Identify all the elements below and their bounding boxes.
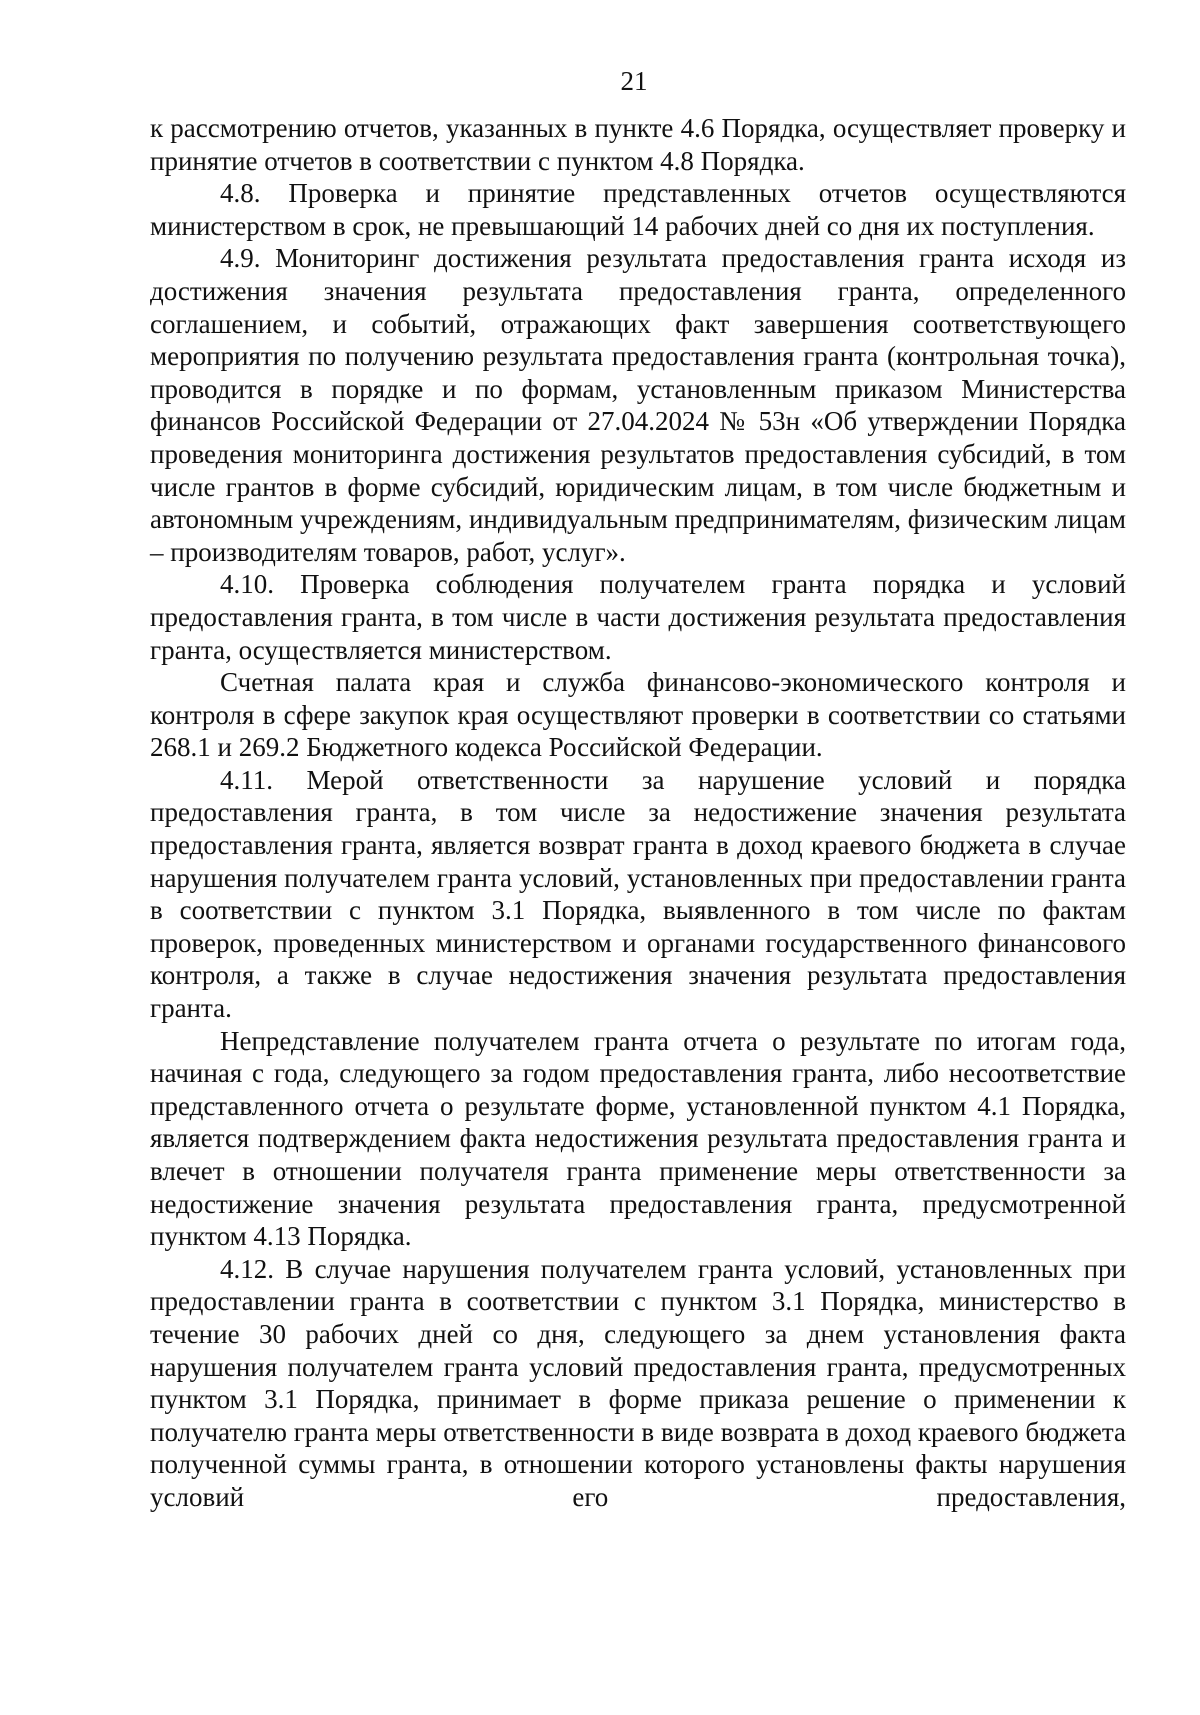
paragraph-4-10: 4.10. Проверка соблюдения получателем гранта порядка и условий предоставления гранта, в том числе в части достижения результата предоставления гранта, осуществляется министерством. — [150, 569, 1126, 665]
document-body — [150, 112, 1126, 1514]
paragraph-continuation: к рассмотрению отчетов, указанных в пункте 4.6 Порядка, осуществляет проверку и принятие отчетов в соответствии с пунктом 4.8 Порядка. — [150, 113, 1126, 176]
paragraph-audit-chamber: Счетная палата края и служба финансово-экономического контроля и контроля в сфере закупок края осуществляют проверки в соответствии со статьями 268.1 и 269.2 Бюджетного кодекса Российской Федерации. — [150, 667, 1126, 763]
paragraph-4-12: 4.12. В случае нарушения получателем гранта условий, установленных при предоставлении гранта в соответствии с пунктом 3.1 Порядка, министерство в течение 30 рабочих дней со дня, следующего за днем установления факта нарушения получателем гранта условий предоставления гранта, предусмотренных пунктом 3.1 Порядка, принимает в форме приказа решение о применении к получателю гранта меры ответственности в виде возврата в доход краевого бюджета полученной суммы гранта, в отношении которого установлены факты нарушения условий его предоставления, — [150, 1253, 1126, 1512]
paragraph-4-11: 4.11. Мерой ответственности за нарушение условий и порядка предоставления гранта, в том числе за недостижение значения результата предоставления гранта, является возврат гранта в доход краевого бюджета в случае нарушения получателем гранта условий, установленных при предоставлении гранта в соответствии с пунктом 3.1 Порядка, выявленного в том числе по фактам проверок, проведенных министерством и органами государственного финансового контроля, а также в случае недостижения значения результата предоставления гранта. — [150, 764, 1126, 1024]
page-number: 21 — [620, 66, 648, 96]
paragraph-report-nonsubmission: Непредставление получателем гранта отчета о результате по итогам года, начиная с года, следующего за годом предоставления гранта, либо несоответствие представленного отчета о результате форме, установленной пунктом 4.1 Порядка, является подтверждением факта недостижения результата предоставления гранта и влечет в отношении получателя гранта применение меры ответственности за недостижение значения результата предоставления гранта, предусмотренной пунктом 4.13 Порядка. — [150, 1025, 1126, 1252]
paragraph-4-9: 4.9. Мониторинг достижения результата предоставления гранта исходя из достижения значения результата предоставления гранта, определенного соглашением, и событий, отражающих факт завершения соответствующего мероприятия по получению результата предоставления гранта (контрольная точка), проводится в порядке и по формам, установленным приказом Министерства финансов Российской Федерации от 27.04.2024 № 53н «Об утверждении Порядка проведения мониторинга достижения результатов предоставления субсидий, в том числе грантов в форме субсидий, юридическим лицам, в том числе бюджетным и автономным учреждениям, индивидуальным предпринимателям, физическим лицам – производителям товаров, работ, услуг». — [150, 243, 1126, 567]
paragraph-4-8: 4.8. Проверка и принятие представленных отчетов осуществляются министерством в срок, не превышающий 14 рабочих дней со дня их поступления. — [150, 178, 1126, 241]
